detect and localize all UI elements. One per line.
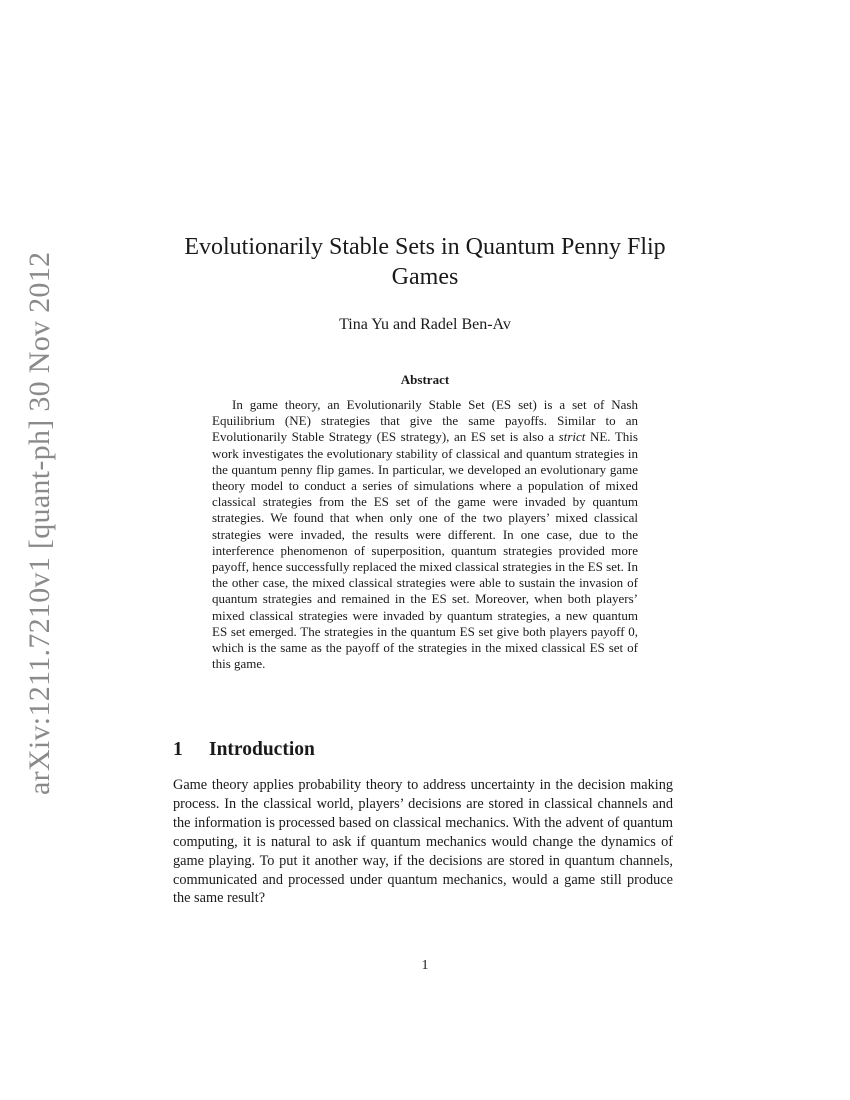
section-title: Introduction [209,739,315,760]
introduction-paragraph: Game theory applies probability theory to address uncertainty in the decision making process. In the classical world, players’ decisions are stored in classical channels and the information is processed based on classical mechanics. With the advent of quantum computing, it is natural to ask if quantum mechanics would change the dynamics of game playing. To put it another way, if the decisions are stored in quantum channels, communicated and processed under quantum mechanics, would a game still produce the same result? [173,777,673,907]
abstract-heading: Abstract [400,372,450,387]
paper-title: Evolutionarily Stable Sets in Quantum Penny Flip Games [184,234,666,290]
section-heading-introduction [173,738,678,762]
paper-authors: Tina Yu and Radel Ben-Av [339,316,511,333]
abstract-body [212,397,638,672]
abstract-text-part1: In game theory, an Evolutionarily Stable Set (ES set) is a set of Nash Equilibrium (NE) strategies that give the same payoffs. Similar to an Evolutionarily Stable Strategy (ES strategy), an ES set is also a [212,397,638,445]
abstract-text-part2: NE. This work investigates the evolutionary stability of classical and quantum strategies in the quantum penny flip games. In particular, we developed an evolutionary game theory model to conduct a series of simulations where a population of mixed classical strategies from the ES set of the game were invaded by quantum strategies. We found that when only one of the two players’ mixed classical strategies were invaded, the results were different. In one case, due to the interference phenomenon of superposition, quantum strategies provided more payoff, hence successfully replaced the mixed classical strategies in the ES set. In the other case, the mixed classical strategies were able to sustain the invasion of quantum strategies and remained in the ES set. Moreover, when both players’ mixed classical strategies were invaded by quantum strategies, a new quantum ES set emerged. The strategies in the quantum ES set give both players payoff 0, which is the same as the payoff of the strategies in the mixed classical ES set of this game. [212,429,638,672]
page-number: 1 [421,958,429,973]
arxiv-identifier-stamp: arXiv:1211.7210v1 [quant-ph] 30 Nov 2012 [23,251,56,795]
section-number: 1 [173,739,183,760]
abstract-emphasis-strict: strict [558,429,586,445]
